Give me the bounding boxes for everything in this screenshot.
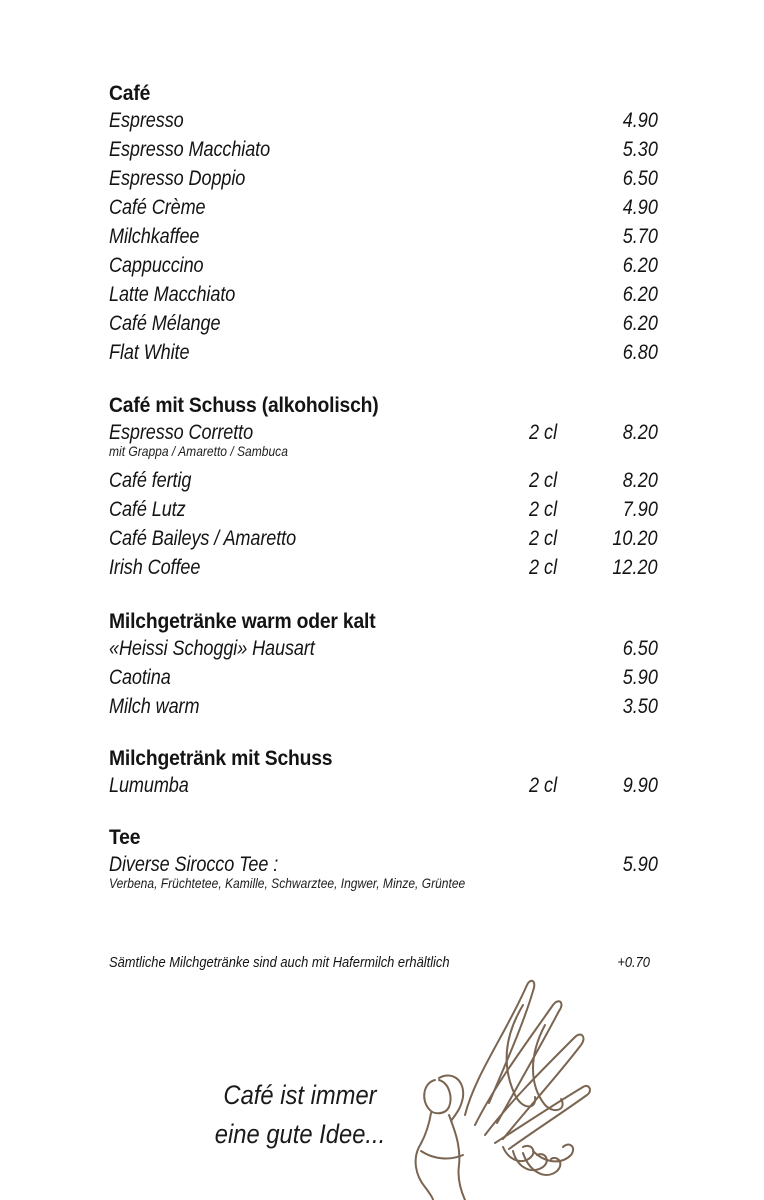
item-price: 5.90 — [622, 853, 658, 876]
slogan — [180, 1076, 420, 1154]
menu-item — [109, 166, 669, 195]
item-price: 6.20 — [622, 283, 658, 306]
item-name: Espresso Corretto — [109, 421, 254, 444]
section-cafe-mit-schuss — [109, 394, 669, 584]
item-quantity: 2 cl — [529, 556, 558, 579]
item-price: 5.70 — [622, 225, 658, 248]
item-quantity: 2 cl — [529, 498, 558, 521]
menu-item — [109, 340, 669, 369]
section-cafe — [109, 82, 669, 369]
menu-item — [109, 311, 669, 340]
item-price: 4.90 — [622, 109, 658, 132]
menu-item — [109, 636, 669, 665]
item-name: Latte Macchiato — [109, 283, 236, 306]
section-milchgetraenk-mit-schuss — [109, 747, 669, 802]
item-name: Irish Coffee — [109, 556, 201, 579]
item-name: Milchkaffee — [109, 225, 200, 248]
menu-item — [109, 195, 669, 224]
item-price: 6.50 — [622, 637, 658, 660]
section-title: Café mit Schuss (alkoholisch) — [109, 394, 379, 417]
item-price: 8.20 — [622, 469, 658, 492]
item-price: 8.20 — [622, 421, 658, 444]
item-price: 5.30 — [622, 138, 658, 161]
angel-head — [424, 1080, 450, 1113]
item-price: 7.90 — [622, 498, 658, 521]
section-title: Milchgetränke warm oder kalt — [109, 610, 376, 633]
footnote-text: Sämtliche Milchgetränke sind auch mit Hafermilch erhältlich — [109, 954, 450, 971]
item-price: 6.20 — [622, 312, 658, 335]
section-title: Tee — [109, 826, 141, 849]
item-price: 6.50 — [622, 167, 658, 190]
menu-item — [109, 773, 669, 802]
item-name: Diverse Sirocco Tee : — [109, 853, 279, 876]
section-milchgetraenke — [109, 610, 669, 723]
item-quantity: 2 cl — [529, 421, 558, 444]
menu-item — [109, 694, 669, 723]
item-name: Lumumba — [109, 774, 189, 797]
item-price: 9.90 — [622, 774, 658, 797]
menu-item — [109, 497, 669, 526]
item-name: Café Mélange — [109, 312, 221, 335]
wing-curl-3 — [503, 1146, 533, 1161]
item-name: Milch warm — [109, 695, 200, 718]
item-price: 12.20 — [612, 556, 658, 579]
item-quantity: 2 cl — [529, 469, 558, 492]
section-title: Milchgetränk mit Schuss — [109, 747, 333, 770]
item-name: Cappuccino — [109, 254, 204, 277]
section-title: Café — [109, 82, 151, 105]
menu-item — [109, 108, 669, 137]
menu-item — [109, 282, 669, 311]
item-name: Café Lutz — [109, 498, 186, 521]
menu-item — [109, 665, 669, 694]
menu-item — [109, 420, 669, 468]
item-name: «Heissi Schoggi» Hausart — [109, 637, 315, 660]
item-name: Café fertig — [109, 469, 192, 492]
slogan-line-2: eine gute Idee... — [214, 1119, 386, 1149]
item-name: Flat White — [109, 341, 190, 364]
angel-arm — [421, 1151, 463, 1158]
item-price: 6.20 — [622, 254, 658, 277]
item-name: Caotina — [109, 666, 171, 689]
item-quantity: 2 cl — [529, 774, 558, 797]
menu-item — [109, 852, 669, 900]
slogan-line-1: Café ist immer — [223, 1080, 377, 1110]
angel-line-art-icon — [405, 975, 595, 1200]
item-name: Espresso — [109, 109, 184, 132]
item-price: 6.80 — [622, 341, 658, 364]
item-name: Café Crème — [109, 196, 206, 219]
item-price: 5.90 — [622, 666, 658, 689]
item-price: 10.20 — [612, 527, 658, 550]
item-quantity: 2 cl — [529, 527, 558, 550]
item-name: Espresso Doppio — [109, 167, 246, 190]
menu-item — [109, 555, 669, 584]
wing-feather-4 — [495, 1086, 590, 1149]
item-note: Verbena, Früchtetee, Kamille, Schwarztee, Ingwer, Minze, Grüntee — [109, 875, 466, 891]
menu-item — [109, 526, 669, 555]
menu-item — [109, 224, 669, 253]
item-price: 3.50 — [622, 695, 658, 718]
item-price: 4.90 — [622, 196, 658, 219]
menu-item — [109, 253, 669, 282]
footnote-price: +0.70 — [617, 954, 650, 971]
section-tee — [109, 826, 669, 900]
item-note: mit Grappa / Amaretto / Sambuca — [109, 443, 288, 459]
wing-curl-5 — [523, 1153, 560, 1175]
item-name: Café Baileys / Amaretto — [109, 527, 297, 550]
menu-item — [109, 137, 669, 166]
menu-item — [109, 468, 669, 497]
item-name: Espresso Macchiato — [109, 138, 271, 161]
